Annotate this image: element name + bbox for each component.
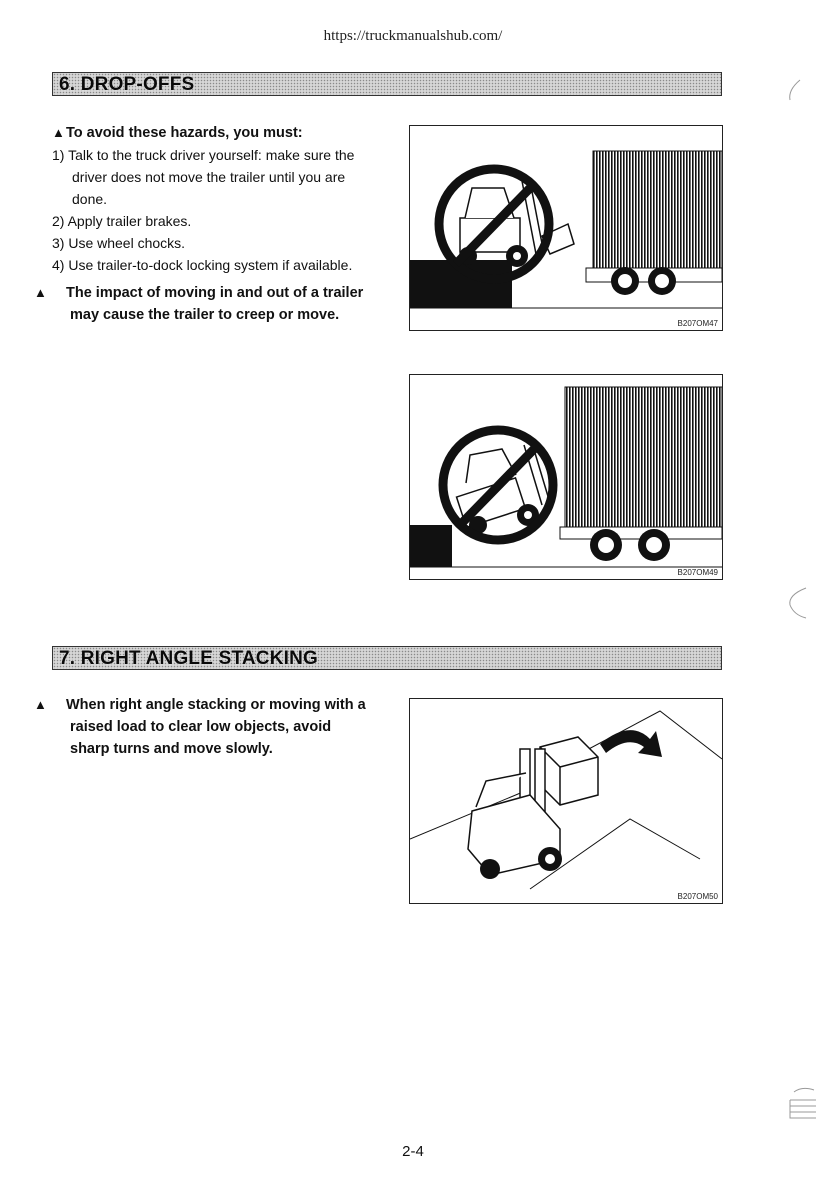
section-header-right-angle-stacking bbox=[52, 646, 722, 670]
right-angle-stacking-illustration bbox=[410, 699, 722, 903]
figure-caption: B207OM47 bbox=[677, 319, 718, 328]
figure-caption: B207OM49 bbox=[677, 568, 718, 577]
drop-offs-text bbox=[34, 122, 370, 326]
warning-text: The impact of moving in and out of a trailer may cause the trailer to creep or move. bbox=[66, 285, 364, 323]
page-number: 2-4 bbox=[402, 1143, 424, 1160]
right-angle-warning bbox=[34, 694, 370, 760]
section-title: 6. DROP-OFFS bbox=[59, 74, 195, 95]
warning-triangle-icon: ▲ bbox=[52, 125, 65, 140]
precaution-list bbox=[52, 144, 370, 276]
figure-forklift-exiting-trailer bbox=[409, 374, 723, 580]
figure-caption: B207OM50 bbox=[677, 892, 718, 901]
section-title: 7. RIGHT ANGLE STACKING bbox=[59, 648, 318, 669]
list-item: 4) Use trailer-to-dock locking system if available. bbox=[52, 257, 353, 273]
list-item: 1) Talk to the truck driver yourself: make sure the driver does not move the trailer until you are done. bbox=[52, 147, 355, 207]
source-url: https://truckmanualshub.com/ bbox=[323, 28, 503, 44]
warning-triangle-icon: ▲ bbox=[34, 285, 47, 300]
figure-forklift-entering-trailer bbox=[409, 125, 723, 331]
section-header-drop-offs bbox=[52, 72, 722, 96]
forklift-trailer-illustration bbox=[410, 375, 722, 579]
warning-triangle-icon: ▲ bbox=[34, 697, 47, 712]
list-item: 3) Use wheel chocks. bbox=[52, 235, 186, 251]
warning-impact bbox=[34, 282, 370, 326]
warning-text: When right angle stacking or moving with a raised load to clear low objects, avoid sharp turns and move slowly. bbox=[66, 697, 366, 757]
figure-right-angle-stacking bbox=[409, 698, 723, 904]
forklift-trailer-illustration bbox=[410, 126, 722, 330]
scan-edge-marks bbox=[780, 70, 826, 1130]
warning-heading bbox=[52, 122, 370, 144]
list-item: 2) Apply trailer brakes. bbox=[52, 213, 192, 229]
warning-text: To avoid these hazards, you must: bbox=[66, 125, 303, 141]
